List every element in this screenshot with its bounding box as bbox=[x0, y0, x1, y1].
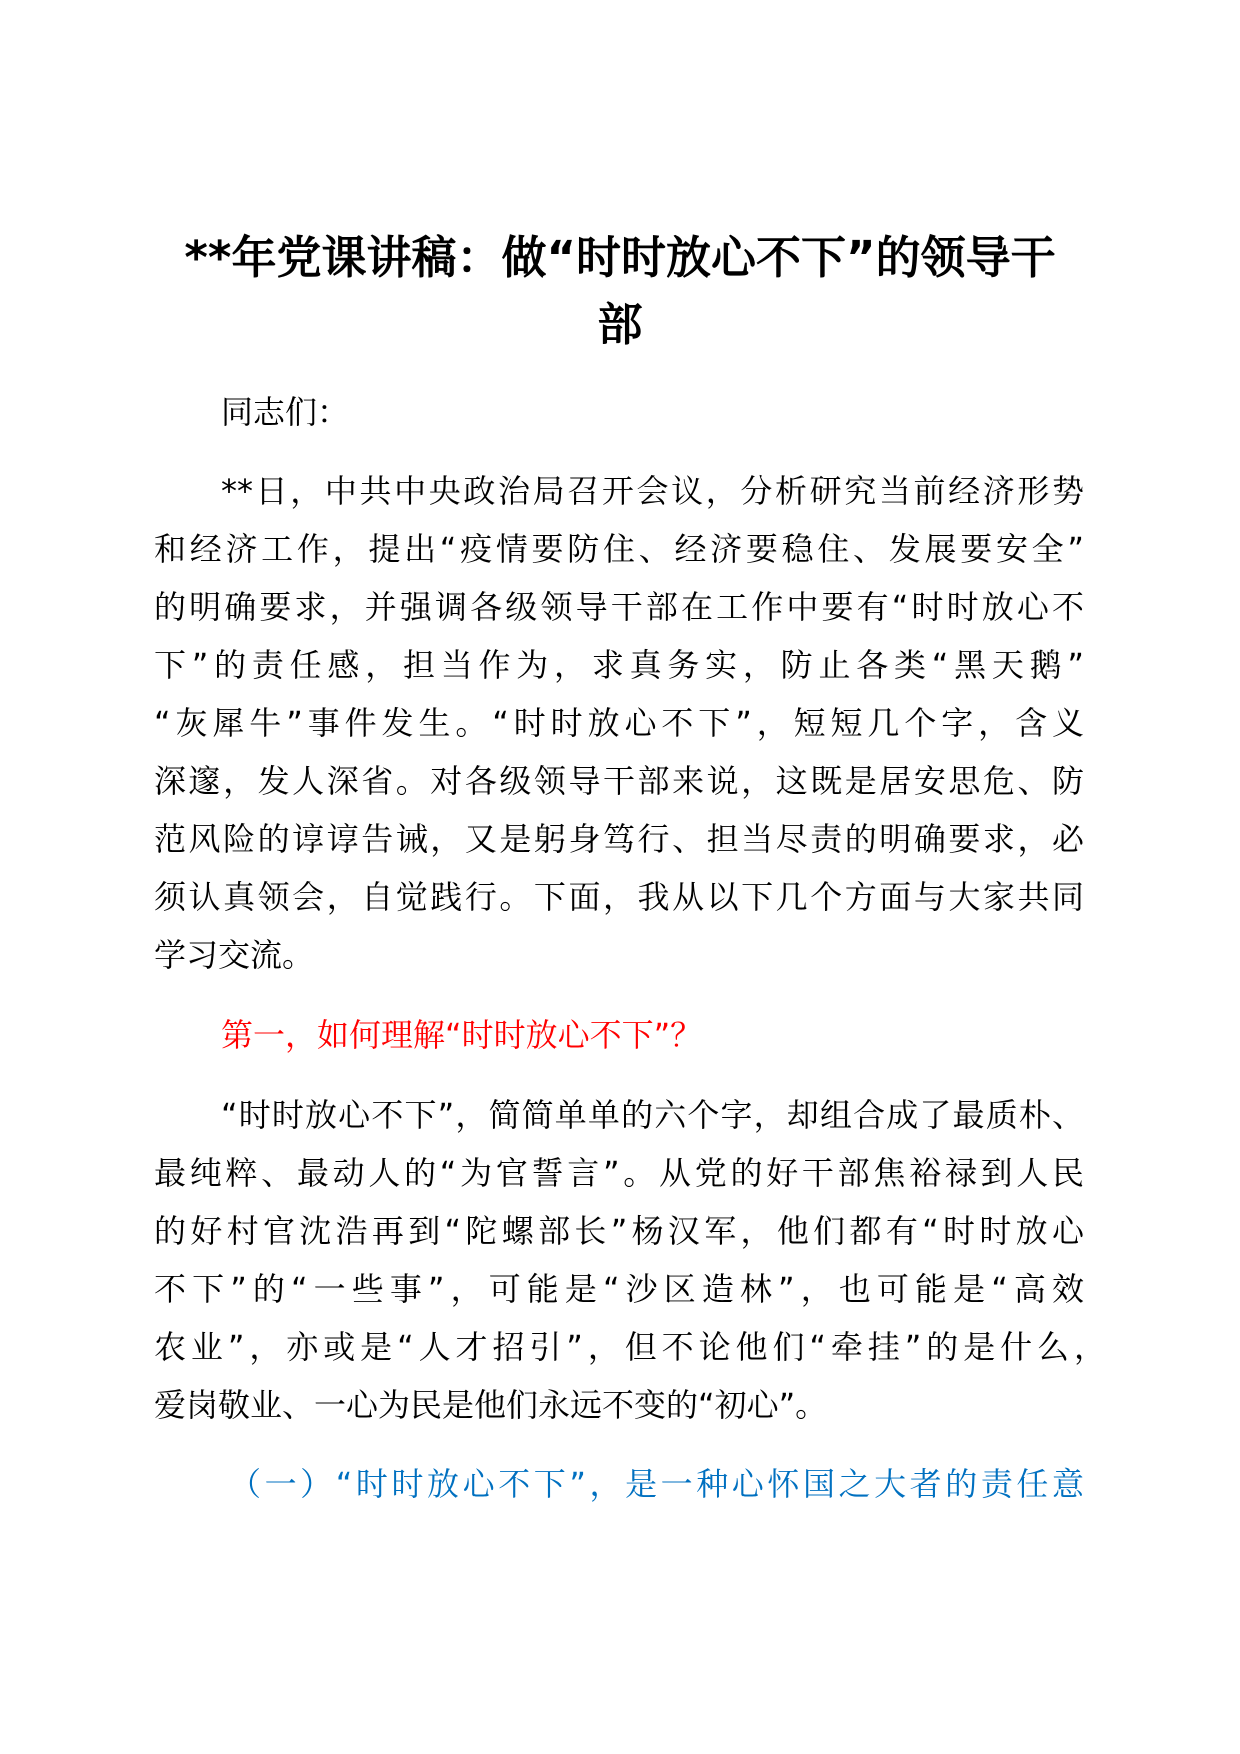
paragraph2-line: 的好村官沈浩再到“陀螺部长”杨汉军，他们都有“时时放心 bbox=[154, 1212, 1084, 1250]
paragraph1-line: **日，中共中央政治局召开会议，分析研究当前经济形势 bbox=[221, 472, 1084, 510]
paragraph1-line: “灰犀牛”事件发生。“时时放心不下”，短短几个字，含义 bbox=[154, 704, 1084, 742]
paragraph2-line: 最纯粹、最动人的“为官誓言”。从党的好干部焦裕禄到人民 bbox=[154, 1154, 1084, 1192]
paragraph1-line: 下”的责任感，担当作为，求真务实，防止各类“黑天鹅” bbox=[154, 646, 1084, 684]
document-title-line-1: **年党课讲稿：做“时时放心不下”的领导干 bbox=[184, 231, 1056, 284]
document-title-line-2: 部 bbox=[597, 298, 643, 351]
salutation: 同志们： bbox=[221, 393, 350, 431]
paragraph2-line: “时时放心不下”，简简单单的六个字，却组合成了最质朴、 bbox=[221, 1096, 1084, 1134]
paragraph1-line: 的明确要求，并强调各级领导干部在工作中要有“时时放心不 bbox=[154, 588, 1084, 626]
subheading-1: （一）“时时放心不下”，是一种心怀国之大者的责任意 bbox=[229, 1465, 1084, 1503]
section-heading-1: 第一，如何理解“时时放心不下”？ bbox=[221, 1016, 703, 1054]
paragraph1-line: 深邃，发人深省。对各级领导干部来说，这既是居安思危、防 bbox=[154, 762, 1084, 800]
paragraph2-line: 爱岗敬业、一心为民是他们永远不变的“初心”。 bbox=[154, 1386, 828, 1424]
paragraph2-line: 不下”的“一些事”，可能是“沙区造林”，也可能是“高效 bbox=[154, 1270, 1084, 1308]
paragraph1-line: 和经济工作，提出“疫情要防住、经济要稳住、发展要安全” bbox=[154, 530, 1084, 568]
paragraph1-line: 学习交流。 bbox=[154, 936, 315, 974]
paragraph1-line: 须认真领会，自觉践行。下面，我从以下几个方面与大家共同 bbox=[154, 878, 1084, 916]
paragraph2-line: 农业”，亦或是“人才招引”，但不论他们“牵挂”的是什么， bbox=[154, 1328, 1106, 1366]
paragraph1-line: 范风险的谆谆告诫，又是躬身笃行、担当尽责的明确要求，必 bbox=[154, 820, 1084, 858]
